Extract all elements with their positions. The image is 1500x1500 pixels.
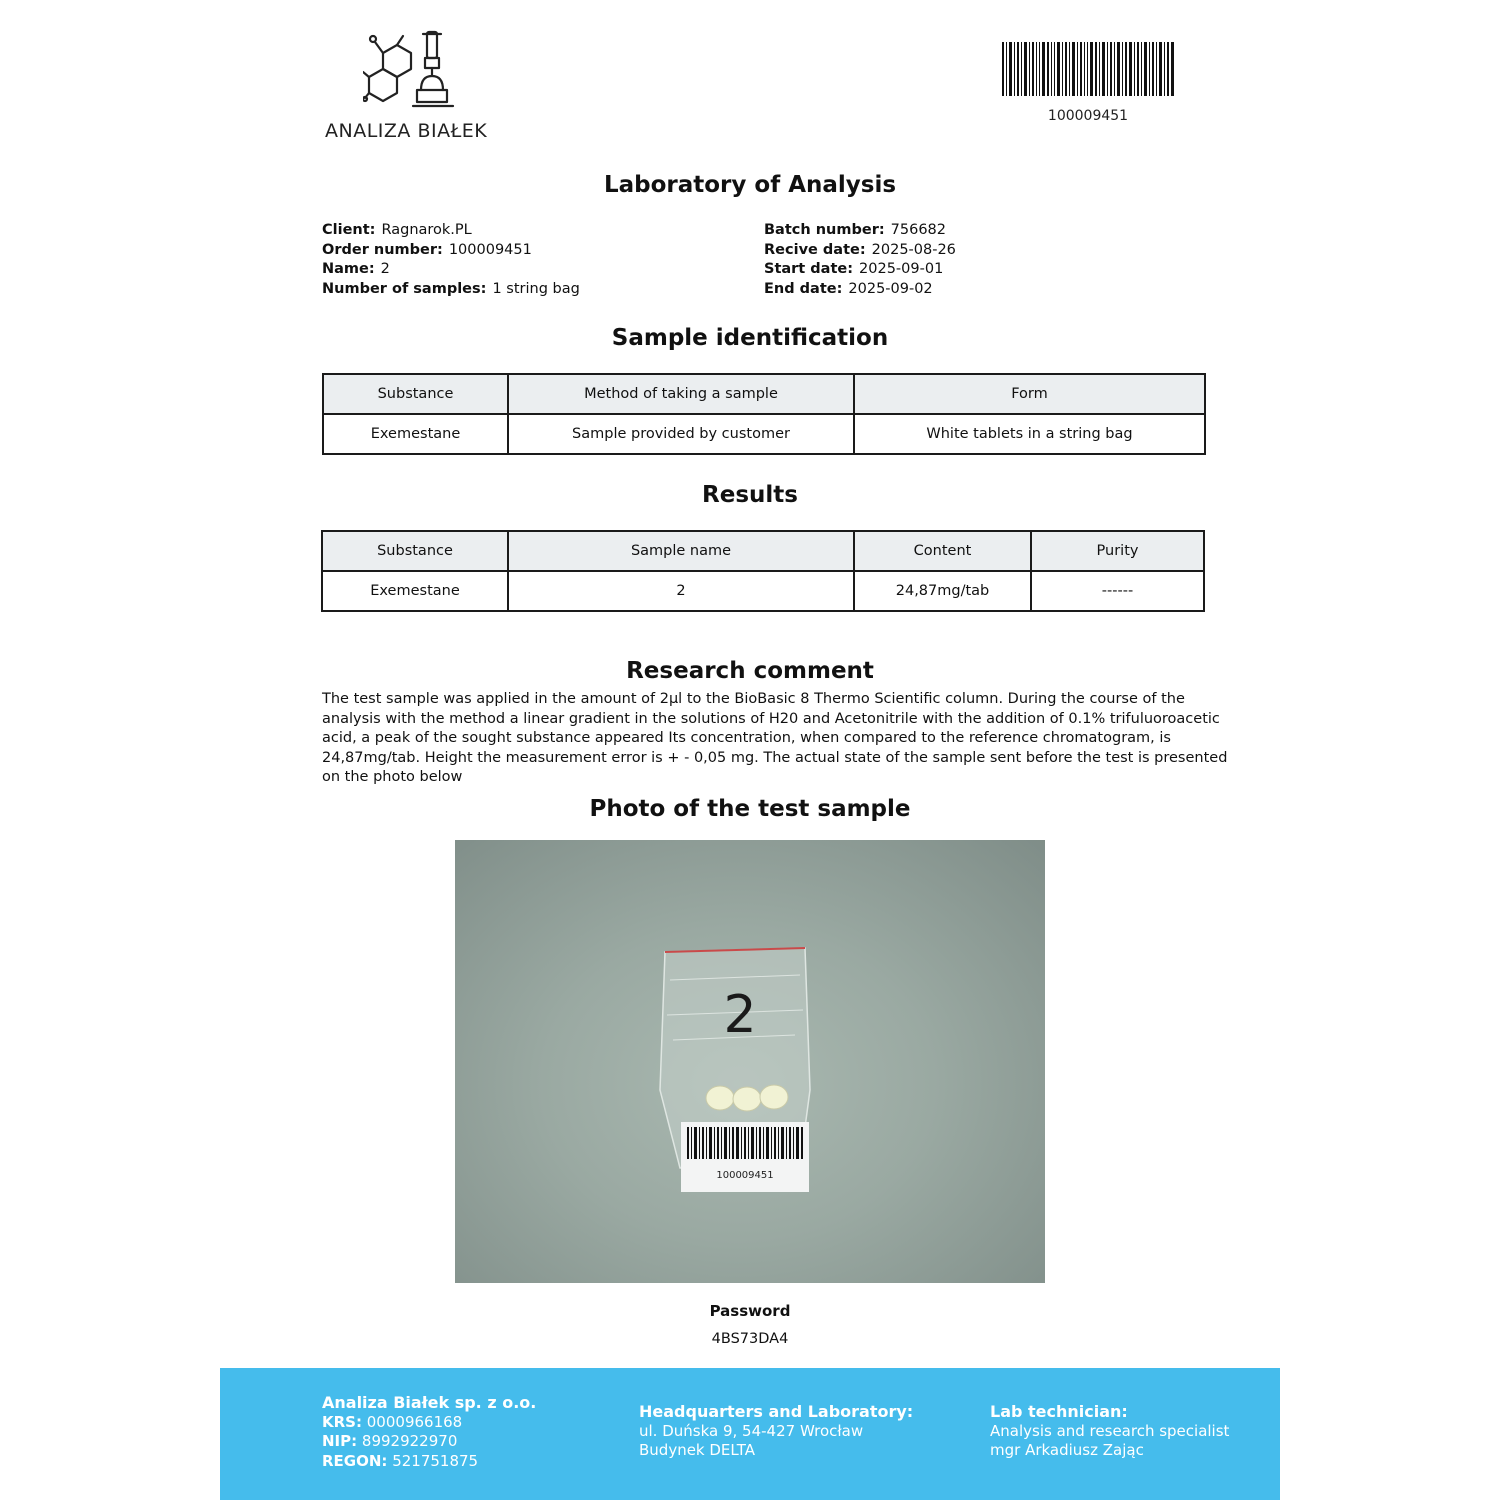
- client-label: Client:: [322, 222, 376, 238]
- start-date-label: Start date:: [764, 261, 854, 277]
- name-value: 2: [380, 261, 390, 277]
- krs-value: 0000966168: [366, 1412, 463, 1431]
- logo-text: ANALIZA BIAŁEK: [325, 120, 488, 142]
- headquarters-title: Headquarters and Laboratory:: [639, 1402, 914, 1421]
- company-name: Analiza Białek sp. z o.o.: [322, 1393, 537, 1412]
- sample-identification-title: Sample identification: [611, 325, 889, 351]
- barcode-number: 100009451: [1047, 108, 1129, 124]
- headquarters-info: [639, 1402, 913, 1461]
- photo-title: Photo of the test sample: [589, 796, 911, 822]
- table-row: [322, 571, 1204, 611]
- table-cell: Exemestane: [323, 414, 508, 454]
- start-date-value: 2025-09-01: [859, 261, 944, 277]
- batch-number-row: [764, 221, 956, 241]
- sticker-number: 100009451: [716, 1170, 774, 1181]
- results-title: Results: [702, 482, 798, 508]
- company-logo: [325, 28, 505, 148]
- column-header: Substance: [322, 531, 508, 571]
- table-row: [323, 414, 1205, 454]
- name-row: [322, 260, 580, 280]
- results-table: [321, 530, 1205, 612]
- client-info: [322, 221, 580, 299]
- column-header: Purity: [1031, 531, 1204, 571]
- end-date-label: End date:: [764, 280, 843, 297]
- password-value: 4BS73DA4: [711, 1331, 789, 1347]
- client-row: [322, 221, 580, 241]
- molecule-microscope-icon: [363, 28, 455, 108]
- batch-info: [764, 221, 956, 299]
- sample-photo: [455, 840, 1045, 1283]
- technician-name: mgr Arkadiusz Zając: [990, 1441, 1144, 1459]
- table-cell: 24,87mg/tab: [854, 571, 1031, 611]
- table-cell: 2: [508, 571, 854, 611]
- table-header-row: [322, 531, 1204, 571]
- barcode-image: [1002, 42, 1174, 96]
- regon-value: 521751875: [392, 1451, 479, 1470]
- receive-date-label: Recive date:: [764, 241, 866, 258]
- column-header: Sample name: [508, 531, 854, 571]
- nip-label: NIP:: [322, 1432, 358, 1450]
- table-cell: White tablets in a string bag: [854, 414, 1205, 454]
- password-label: Password: [709, 1302, 791, 1320]
- krs-label: KRS:: [322, 1412, 362, 1431]
- headquarters-building: Budynek DELTA: [639, 1441, 755, 1459]
- samples-row: [322, 280, 580, 300]
- order-number-value: 100009451: [448, 241, 532, 258]
- order-number-label: Order number:: [322, 241, 443, 258]
- column-header: Substance: [323, 374, 508, 414]
- column-header: Content: [854, 531, 1031, 571]
- table-cell: Exemestane: [322, 571, 508, 611]
- technician-info: [990, 1402, 1229, 1461]
- column-header: Method of taking a sample: [508, 374, 854, 414]
- batch-number-value: 756682: [890, 222, 947, 238]
- table-cell: ------: [1031, 571, 1204, 611]
- technician-role: Analysis and research specialist: [990, 1421, 1230, 1440]
- regon-label: REGON:: [322, 1451, 388, 1470]
- company-info: [322, 1393, 536, 1471]
- column-header: Form: [854, 374, 1205, 414]
- table-cell: Sample provided by customer: [508, 414, 854, 454]
- headquarters-address: ul. Duńska 9, 54-427 Wrocław: [639, 1421, 864, 1440]
- batch-number-label: Batch number:: [764, 222, 885, 238]
- sample-identification-table: [322, 373, 1206, 455]
- page-title: Laboratory of Analysis: [603, 172, 897, 198]
- bag-label: 2: [723, 985, 757, 1045]
- footer: [220, 1368, 1280, 1500]
- receive-date-value: 2025-08-26: [871, 241, 956, 258]
- research-comment-title: Research comment: [626, 658, 874, 684]
- end-date-value: 2025-09-02: [848, 280, 933, 297]
- receive-date-row: [764, 241, 956, 261]
- samples-label: Number of samples:: [322, 280, 487, 297]
- nip-value: 8992922970: [361, 1432, 458, 1450]
- technician-title: Lab technician:: [990, 1402, 1128, 1421]
- research-comment-text: The test sample was applied in the amount of 2µl to the BioBasic 8 Thermo Scientific column. During the course of the analysis with the method a linear gradient in the solutions of H20 and Acetonitrile with the addition of 0.1% trifuluoroacetic acid, a peak of the sought substance appeared Its concentration, when compared to the reference chromatogram, is 24,87mg/tab. Height the measurement error is + - 0,05 mg. The actual state of the sample sent before the test is presented on the photo below: [322, 691, 1228, 785]
- samples-value: 1 string bag: [492, 280, 580, 297]
- table-header-row: [323, 374, 1205, 414]
- order-number-row: [322, 241, 580, 261]
- start-date-row: [764, 260, 956, 280]
- sample-bag-image: [455, 840, 1045, 1283]
- end-date-row: [764, 280, 956, 300]
- client-value: Ragnarok.PL: [381, 222, 472, 238]
- name-label: Name:: [322, 261, 375, 277]
